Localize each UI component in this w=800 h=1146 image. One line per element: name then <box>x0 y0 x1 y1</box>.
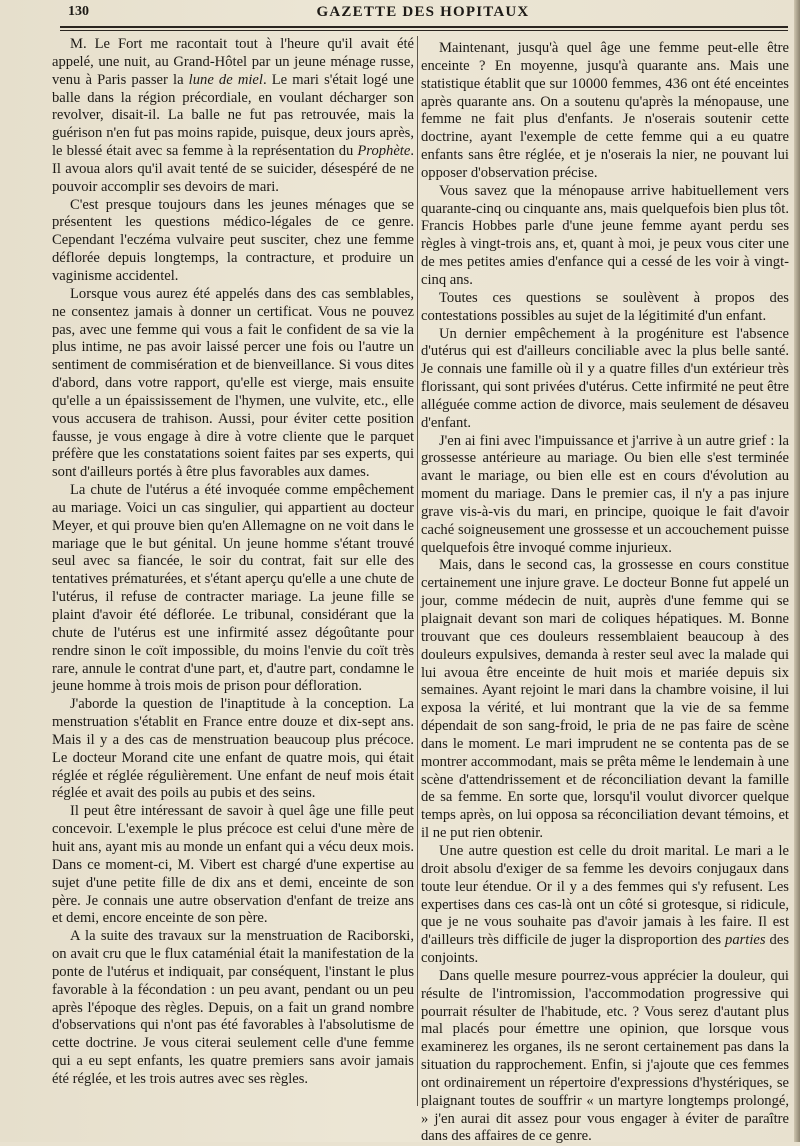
right-column <box>421 40 789 1146</box>
text-run: J'en ai fini avec l'impuissance et j'arrive à un autre grief : la grossesse antérieure au mariage. Ou bien elle s'est terminée avant le mariage, ou bien elle est en cours d'évolution au moment du mariage. Dans le premier cas, il n'y a pas injure grave vis-à-vis du mari, en principe, quoique le fait d'avoir caché soigneusement une grossesse et un accouchement puisse quelquefois être invoqué comme injurieux. <box>421 432 789 556</box>
text-run: Toutes ces questions se soulèvent à propos des contestations possibles au sujet de la légitimité d'un enfant. <box>421 289 789 324</box>
paragraph <box>52 482 414 696</box>
paragraph <box>421 290 789 326</box>
column-divider <box>417 36 418 1106</box>
text-run: Une autre question est celle du droit marital. Le mari a le droit absolu d'exiger de sa femme les devoirs conjugaux dans toute leur étendue. Or il y a des femmes qui s'y refusent. Les expertises dans ces cas-là ont un côté si grotesque, si ridicule, que je ne vous souhaite pas d'avoir jamais à les faire. Il est d'ailleurs très difficile de juger la disproportion des <box>421 842 789 949</box>
paragraph <box>421 183 789 290</box>
paragraph <box>52 803 414 928</box>
text-run: J'aborde la question de l'inaptitude à la conception. La menstruation s'établit en France entre douze et dix-sept ans. Mais il y a des cas de menstruation beaucoup plus précoce. Le docteur Morand cite une enfant de quatre mois, qui était réglée et réglée régulièrement. Une enfant de neuf mois était réglée et avait des poils au pubis et des seins. <box>52 696 414 802</box>
text-run: des conjoints. <box>421 932 790 967</box>
paragraph <box>421 433 789 558</box>
text-run: C'est presque toujours dans les jeunes ménages que se présentent les questions médico-légales de ce genre. Cependant l'eczéma vulvaire peut susciter, chez une femme déflorée depuis longtemps, la contracture, et produire un vaginisme accidentel. <box>52 196 414 284</box>
paragraph <box>52 928 414 1089</box>
paragraph <box>52 696 414 803</box>
header-rule-thick <box>60 26 788 28</box>
page-binding-edge <box>794 0 800 1142</box>
text-run: . Il avoua alors qu'il avait tenté de se suicider, désespéré de ne pouvoir accomplir ses devoirs de mari. <box>52 143 414 195</box>
text-run: . Le mari s'était logé une balle dans la région précordiale, en voulant décharger son revolver, disait-il. La balle ne fut pas retrouvée, mais la guérison n'en fut pas moins rapide, puisque, deux jours après, le blessé était avec sa femme à la représentation du <box>52 71 414 160</box>
text-run: Vous savez que la ménopause arrive habituellement vers quarante-cinq ou cinquante ans, mais quelquefois bien plus tôt. Francis Hobbes parle d'une jeune femme ayant perdu ses règles à vingt-trois ans, et, quant à moi, je peux vous citer une de mes petites amies d'enfance qui a cessé de les voir à vingt-cinq ans. <box>421 182 789 288</box>
paragraph <box>421 557 789 843</box>
text-run: Dans quelle mesure pourrez-vous apprécier la douleur, qui résulte de l'intromission, l'accommodation progressive qui pourrait résulter de l'habitude, etc. ? Vous serez d'autant plus mal placés pour émettre une opinion, que lorsque vous examinerez les organes, ils ne seront certainement pas dans la situation du rapprochement. Enfin, si j'ajoute que ces femmes ont ordinairement un répertoire d'expressions d'hystériques, se plaignant toutes de souffrir « un martyre longtemps prolongé, » j'en aurai dit assez pour vous engager à éviter de paraître dans des affaires de ce genre. <box>421 967 789 1145</box>
paragraph <box>421 326 789 433</box>
paragraph <box>52 286 414 482</box>
running-title: GAZETTE DES HOPITAUX <box>316 4 530 20</box>
text-run: La chute de l'utérus a été invoquée comme empêchement au mariage. Voici un cas singulier, qui appartient au docteur Meyer, et qui prouve bien qu'en Allemagne on ne voit dans le mariage que le but génital. Un jeune homme s'étant trouvé seul avec sa fiancée, le soir du contrat, fait sur elle des tentatives prématurées, et s'étant aperçu qu'elle a une chute de l'utérus, il refuse de contracter mariage. La jeune fille se plaint d'avoir été déflorée. Le tribunal, considérant que la chute de l'utérus est une infirmité assez dégoûtante pour rendre sinon le coït impossible, du moins l'envie du coït très rare, annule le contrat d'une part, et, d'autre part, condamne le jeune homme à trois mois de prison pour défloration. <box>52 482 414 695</box>
text-run: Lorsque vous aurez été appelés dans des cas semblables, ne consentez jamais à donner un certificat. Vous ne pouvez pas, avec une femme qui vous a fait le confident de sa vie la plus intime, ne pas avoir laissé percer une fois ou l'autre un sentiment de commisération et de bienveillance. Si vous dites d'abord, dans votre rapport, qu'elle est vierge, mais ensuite qu'elle a un épaississement de l'hymen, une vulvite, etc., elle vous accusera de trahison. Aussi, pour éviter cette position fausse, je vous engage à dire à votre cliente que le parquet préfère que les constatations soient faites par ses experts, qui sont d'ailleurs portés à être plus favorables aux dames. <box>52 285 414 481</box>
paragraph <box>52 36 414 197</box>
italic-text: Prophète <box>357 143 411 160</box>
paragraph <box>421 968 789 1146</box>
text-run: A la suite des travaux sur la menstruation de Raciborski, on avait cru que le flux cataménial était la manifestation de la ponte de l'utérus et indiquait, par conséquent, l'instant le plus favorable à la fécondation : un peu avant, pendant ou un peu après l'époque des règles. Depuis, on a fait un grand nombre d'observations qui n'ont pas été favorables à l'absolutisme de cette doctrine. Je vous citerai seulement celle d'une femme qui a eu sept enfants, les quatre premiers sans avoir jamais été réglée, et les trois autres avec ses règles. <box>52 928 414 1087</box>
left-column <box>52 36 414 1089</box>
italic-text: lune de miel <box>188 71 263 88</box>
page-header <box>60 4 786 26</box>
text-run: Il peut être intéressant de savoir à quel âge une fille peut concevoir. L'exemple le plus précoce est celui d'une mère de huit ans, ayant mis au monde un enfant qui a vécu deux mois. Dans ce moment-ci, M. Vibert est chargé d'une expertise au sujet d'une petite fille de dix ans et demi, enceinte de son père. Je connais une autre observation d'enfant de treize ans et demi, encore enceinte de son père. <box>52 803 414 927</box>
text-run: M. Le Fort me racontait tout à l'heure qu'il avait été appelé, une nuit, au Grand-Hôtel par un jeune ménage russe, venu à Paris passer la <box>52 36 414 88</box>
text-run: Mais, dans le second cas, la grossesse en cours constitue certainement une injure grave. Le docteur Bonne fut appelé un jour, comme médecin de nuit, auprès d'une femme qui se plaignait devant son mari de coliques hépatiques. M. Bonne trouvant que ces douleurs ressemblaient beaucoup à des douleurs expulsives, demanda à rester seul avec la malade qui lui avoua être enceinte de huit mois et mariée depuis six semaines. Ayant rejoint le mari dans la chambre voisine, il lui exposa la vérité, et lui montrant que la vie de sa femme dépendait de son sang-froid, le pria de ne pas faire de scène dans le moment. Le mari imprudent ne se contenta pas de se montrer accommodant, mais se prêta même le lendemain à une scène d'attendrissement et de réconciliation devant la famille de sa femme. En sorte que, lorsqu'il voulut divorcer quelque temps après, on lui opposa sa réconciliation devant témoins, et il ne put rien obtenir. <box>421 557 789 842</box>
paragraph <box>421 843 789 968</box>
page-number: 130 <box>68 4 89 19</box>
text-run: Maintenant, jusqu'à quel âge une femme peut-elle être enceinte ? En moyenne, jusqu'à quarante ans. Mais une statistique établit que sur 10000 femmes, 436 ont été enceintes après quarante ans. On a soutenu qu'après la ménopause, une femme ne fait plus d'enfants. Je n'oserais soutenir cette doctrine, ayant l'exemple de cette femme qui a eu quatre enfants sans être réglée, et je n'oserais la nier, ne pouvant lui opposer d'observation précise. <box>421 40 789 181</box>
italic-text: parties <box>725 932 766 949</box>
paragraph <box>52 197 414 286</box>
paragraph <box>421 40 789 183</box>
text-run: Un dernier empêchement à la progéniture est l'absence d'utérus qui est d'ailleurs conciliable avec la plus belle santé. Je connais une famille où il y a quatre filles d'un extérieur très florissant, qui sont privées d'utérus. Cette infirmité ne peut être alléguée comme action de divorce, mais seulement de désaveu d'enfant. <box>421 325 789 431</box>
header-rule-thin <box>60 30 788 31</box>
